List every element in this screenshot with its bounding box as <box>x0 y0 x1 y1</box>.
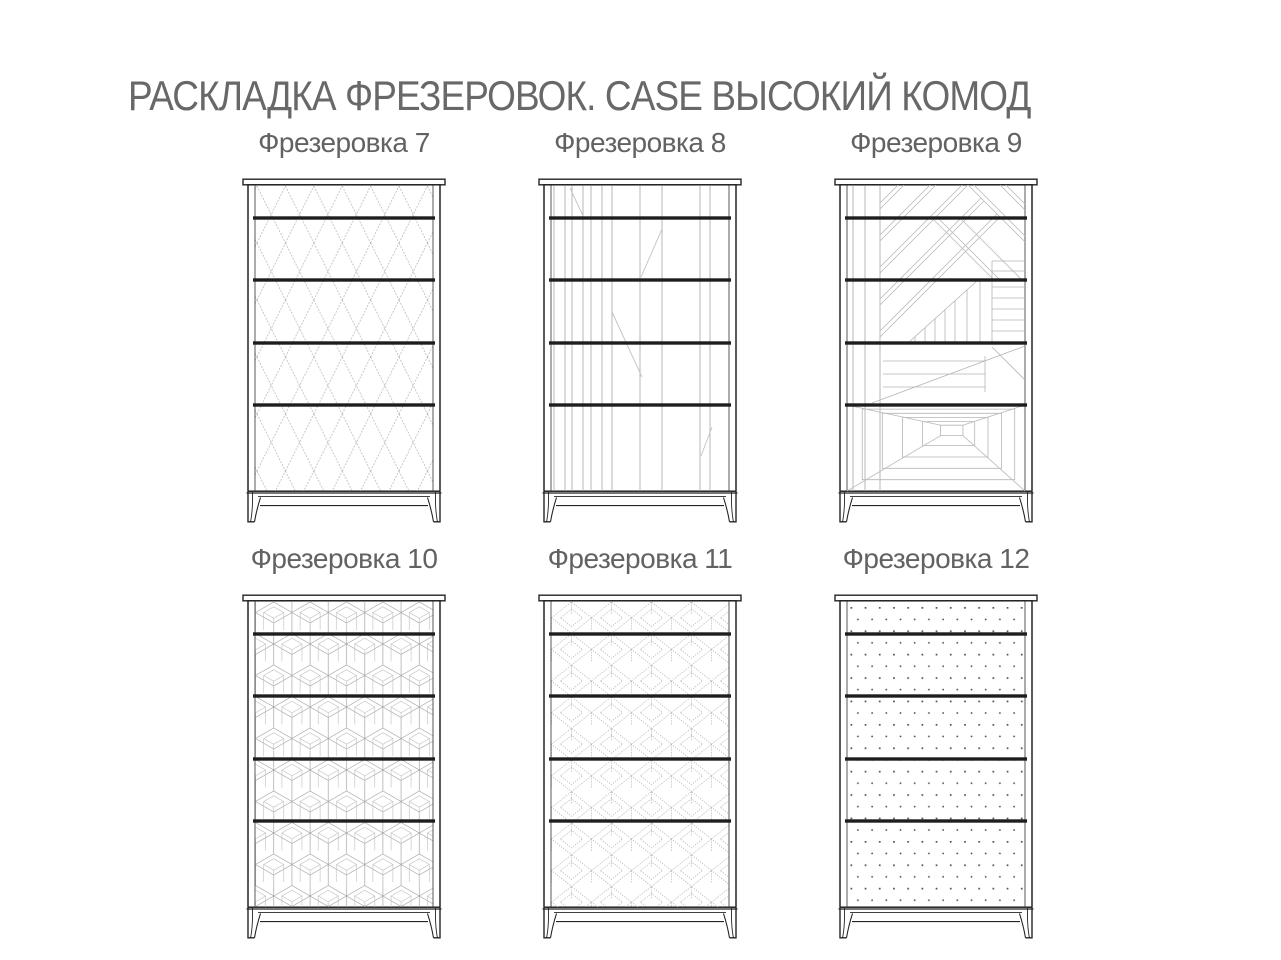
cabinet-drawing-9 <box>834 178 1038 524</box>
cabinet-top-board <box>835 595 1037 601</box>
cabinet-legs <box>839 908 1034 938</box>
cabinet-label-11: Фрезеровка 11 <box>547 543 733 574</box>
cabinet-label-8: Фрезеровка 8 <box>554 127 726 158</box>
cabinet-svg <box>834 594 1038 940</box>
page-title: РАСКЛАДКА ФРЕЗЕРОВОК. CASE ВЫСОКИЙ КОМОД <box>128 72 1031 119</box>
cabinet-top-board <box>835 179 1037 185</box>
cabinet-label-10: Фрезеровка 10 <box>250 543 438 574</box>
cabinet-svg <box>538 594 742 940</box>
cabinet-label-7: Фрезеровка 7 <box>258 127 430 158</box>
cabinet-drawing-11 <box>538 594 742 940</box>
cabinet-drawing-12 <box>834 594 1038 940</box>
cabinet-label-12: Фрезеровка 12 <box>842 543 1030 574</box>
cabinet-svg <box>242 594 446 940</box>
cabinet-top-board <box>243 595 445 601</box>
cabinet-drawing-7 <box>242 178 446 524</box>
cabinet-legs <box>543 492 738 522</box>
milling-pattern-fill <box>256 186 433 491</box>
milling-pattern-fill <box>552 602 729 907</box>
cabinet-legs <box>543 908 738 938</box>
cabinet-legs <box>247 492 442 522</box>
milling-pattern-fill <box>256 602 433 907</box>
cabinet-svg <box>834 178 1038 524</box>
cabinet-drawing-8 <box>538 178 742 524</box>
cabinet-svg <box>242 178 446 524</box>
cabinet-drawing-10 <box>242 594 446 940</box>
cabinet-legs <box>839 492 1034 522</box>
cabinet-top-board <box>243 179 445 185</box>
cabinet-top-board <box>539 595 741 601</box>
cabinet-svg <box>538 178 742 524</box>
milling-pattern-fill <box>848 602 1025 907</box>
cabinet-legs <box>247 908 442 938</box>
cabinet-label-9: Фрезеровка 9 <box>850 127 1022 158</box>
cabinet-top-board <box>539 179 741 185</box>
